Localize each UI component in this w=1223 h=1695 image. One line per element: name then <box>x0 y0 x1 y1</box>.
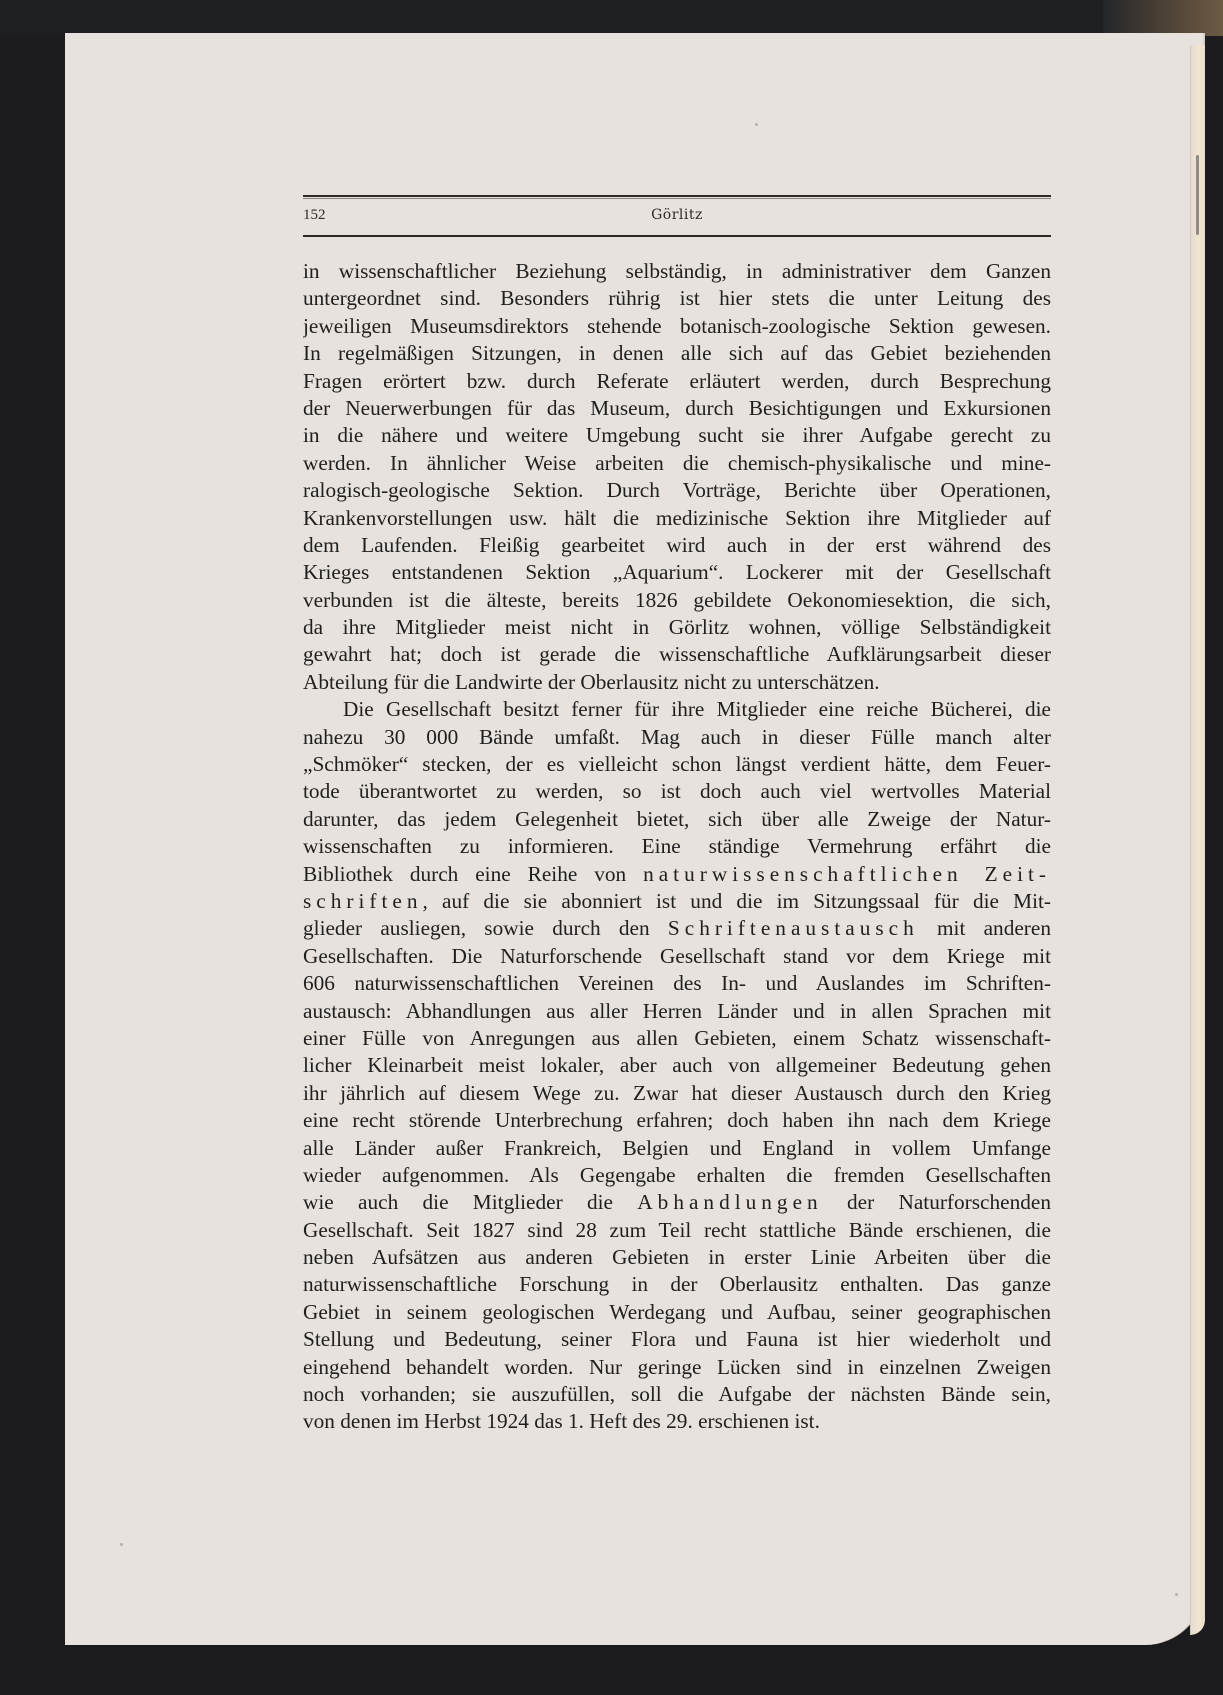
text-line: werden. In ähnlicher Weise arbeiten die chemisch-physikalische und mine- <box>303 450 1051 475</box>
running-head <box>303 205 1051 229</box>
text-line: In regelmäßigen Sitzungen, in denen alle sich auf das Gebiet beziehenden <box>303 341 1051 366</box>
text-line: einer Fülle von Anregungen aus allen Gebieten, einem Schatz wissenschaft- <box>303 1025 1051 1050</box>
text-line: eine recht störende Unterbrechung erfahren; doch haben ihn nach dem Kriege <box>303 1108 1051 1133</box>
text-line: Stellung und Bedeutung, seiner Flora und Fauna ist hier wiederholt und <box>303 1327 1051 1352</box>
text-line: Bibliothek durch eine Reihe von naturwissenschaftlichen Zeit- <box>303 861 1051 886</box>
text-line: ihr jährlich auf diesem Wege zu. Zwar hat dieser Austausch durch den Krieg <box>303 1080 1051 1105</box>
text-line: tode überantwortet zu werden, so ist doch auch viel wertvolles Material <box>303 779 1051 804</box>
emphasized-term: Abhandlungen <box>637 1190 823 1215</box>
scan-background-top <box>0 0 1223 33</box>
text-line: Abteilung für die Landwirte der Oberlausitz nicht zu unterschätzen. <box>303 669 880 694</box>
text-line: licher Kleinarbeit meist lokaler, aber auch von allgemeiner Bedeutung gehen <box>303 1053 1051 1078</box>
text-line: wissenschaften zu informieren. Eine ständige Vermehrung erfährt die <box>303 834 1051 859</box>
emphasized-term: schriften <box>303 888 423 913</box>
text-line: austausch: Abhandlungen aus aller Herren Länder und in allen Sprachen mit <box>303 998 1051 1023</box>
text-line: Gesellschaft. Seit 1827 sind 28 zum Teil recht stattliche Bände erschienen, die <box>303 1217 1051 1242</box>
text-line: nahezu 30 000 Bände umfaßt. Mag auch in dieser Fülle manch alter <box>303 724 1051 749</box>
text-line: darunter, das jedem Gelegenheit bietet, sich über alle Zweige der Natur- <box>303 806 1051 831</box>
text-line: gewahrt hat; doch ist gerade die wissenschaftliche Aufklärungsarbeit dieser <box>303 642 1051 667</box>
text-line: 606 naturwissenschaftlichen Vereinen des In- und Auslandes im Schriften- <box>303 971 1051 996</box>
text-line: in wissenschaftlicher Beziehung selbständig, in administrativer dem Ganzen <box>303 259 1051 283</box>
text-line: in die nähere und weitere Umgebung sucht sie ihrer Aufgabe gerecht zu <box>303 423 1051 448</box>
text-line: verbunden ist die älteste, bereits 1826 gebildete Oekonomiesektion, die sich, <box>303 587 1051 612</box>
page-number: 152 <box>303 207 326 223</box>
text-line: der Neuerwerbungen für das Museum, durch Besichtigungen und Exkursionen <box>303 395 1051 420</box>
paper-speck <box>1175 1593 1178 1596</box>
body-text <box>303 258 1051 1436</box>
text-line: ralogisch-geologische Sektion. Durch Vorträge, Berichte über Operationen, <box>303 478 1051 503</box>
text-line: schriften, auf die sie abonniert ist und die im Sitzungssaal für die Mit- <box>303 888 1051 913</box>
text-line: „Schmöker“ stecken, der es vielleicht schon längst verdient hätte, dem Feuer- <box>303 752 1051 777</box>
page-edge-mark <box>1196 155 1199 235</box>
text-line: von denen im Herbst 1924 das 1. Heft des 29. erschienen ist. <box>303 1409 820 1434</box>
text-line: jeweiligen Museumsdirektors stehende botanisch-zoologische Sektion gewesen. <box>303 313 1051 338</box>
emphasized-term: naturwissenschaftlichen Zeit- <box>643 861 1051 886</box>
paper-speck <box>755 123 758 126</box>
text-line: Die Gesellschaft besitzt ferner für ihre Mitglieder eine reiche Bücherei, die <box>343 697 1051 722</box>
header-rule-top <box>303 195 1051 197</box>
paragraph-1 <box>303 258 1051 696</box>
text-line: Gesellschaften. Die Naturforschende Gesellschaft stand vor dem Kriege mit <box>303 943 1051 968</box>
text-line: neben Aufsätzen aus anderen Gebieten in erster Linie Arbeiten über die <box>303 1245 1051 1270</box>
text-line: eingehend behandelt worden. Nur geringe Lücken sind in einzelnen Zweigen <box>303 1354 1051 1379</box>
text-line: noch vorhanden; sie auszufüllen, soll die Aufgabe der nächsten Bände sein, <box>303 1382 1051 1407</box>
paragraph-2 <box>303 696 1051 1436</box>
text-line: Gebiet in seinem geologischen Werdegang und Aufbau, seiner geographischen <box>303 1299 1051 1324</box>
text-line: Fragen erörtert bzw. durch Referate erläutert werden, durch Besprechung <box>303 368 1051 393</box>
text-line: Krankenvorstellungen usw. hält die medizinische Sektion ihre Mitglieder auf <box>303 505 1051 530</box>
text-line: da ihre Mitglieder meist nicht in Görlitz wohnen, völlige Selbständigkeit <box>303 615 1051 640</box>
text-line: naturwissenschaftliche Forschung in der Oberlausitz enthalten. Das ganze <box>303 1272 1051 1297</box>
text-line: alle Länder außer Frankreich, Belgien und England in vollem Umfange <box>303 1135 1051 1160</box>
text-line: dem Laufenden. Fleißig gearbeitet wird auch in der erst während des <box>303 532 1051 557</box>
page-edge <box>1190 45 1205 1635</box>
header-rule-top-thin <box>303 198 1051 199</box>
text-line: untergeordnet sind. Besonders rührig ist hier stets die unter Leitung des <box>303 286 1051 311</box>
running-title: Görlitz <box>651 207 703 223</box>
text-line: wieder aufgenommen. Als Gegengabe erhalten die fremden Gesellschaften <box>303 1162 1051 1187</box>
emphasized-term: Schriftenaustausch <box>667 916 919 941</box>
scan-corner-top-right <box>1103 0 1223 36</box>
text-line: Krieges entstandenen Sektion „Aquarium“. Lockerer mit der Gesellschaft <box>303 560 1051 585</box>
text-line: wie auch die Mitglieder die Abhandlungen der Naturforschenden <box>303 1190 1051 1215</box>
header-rule-bottom <box>303 235 1051 237</box>
text-line: glieder ausliegen, sowie durch den Schriftenaustausch mit anderen <box>303 916 1051 941</box>
paper-speck <box>120 1543 123 1546</box>
